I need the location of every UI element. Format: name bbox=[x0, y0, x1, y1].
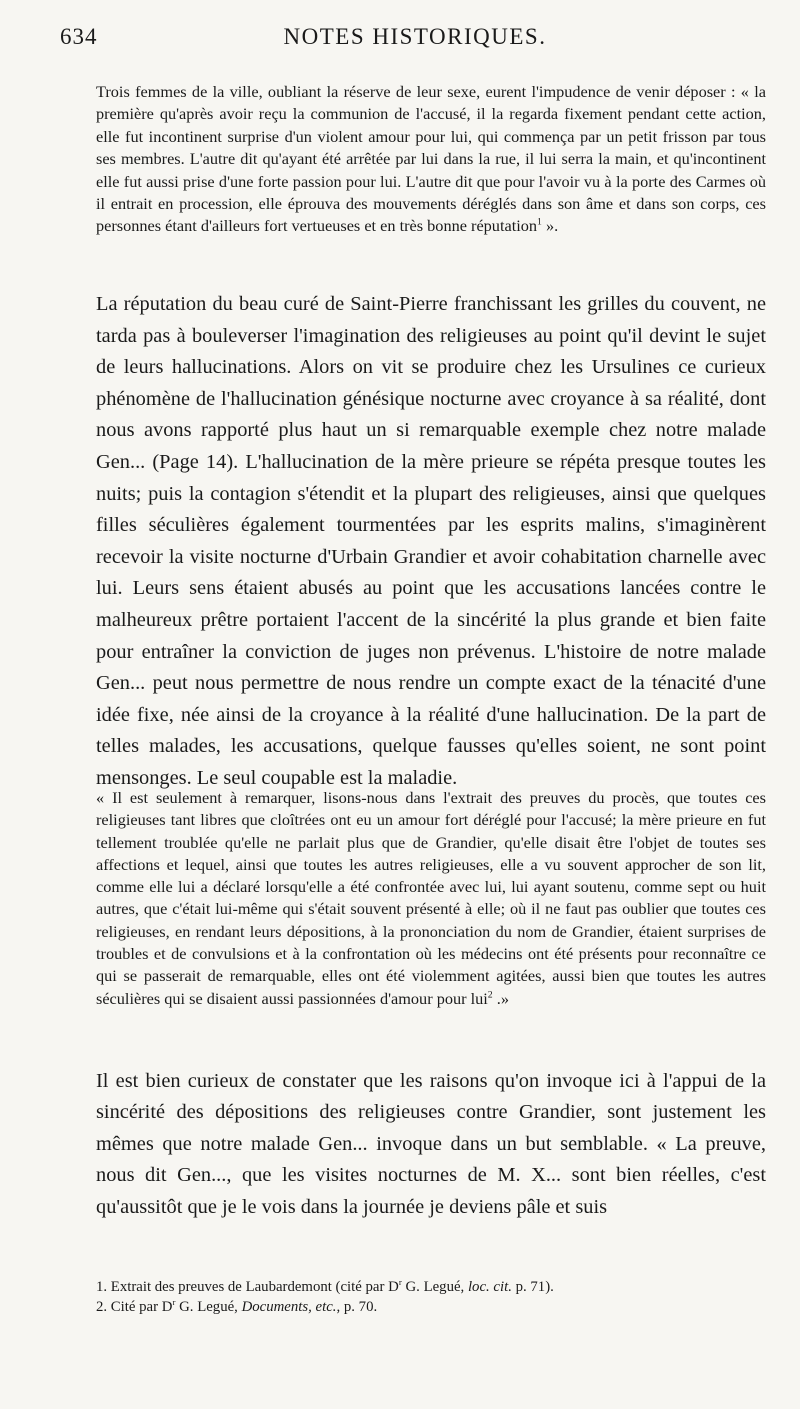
trial-extract-paragraph bbox=[96, 787, 766, 1010]
footnote-2: 2. Cité par $D^r$ G. Legué, Documents, etc., p. 70. bbox=[96, 1297, 378, 1315]
footnote-ref-2: 2 bbox=[487, 989, 493, 1001]
body-paragraph-2 bbox=[96, 1066, 766, 1223]
body-text-2: Il est bien curieux de constater que les raisons qu'on invoque ici à l'appui de la sincérité des dépositions des religieuses contre Grandier, sont justement les mêmes que notre malade Gen... invoque dans un but semblable. « La preuve, nous dit Gen..., que les visites nocturnes de M. X... sont bien réelles, c'est qu'aussitôt que je le vois dans la journée je deviens pâle et suis bbox=[96, 1070, 766, 1218]
testimony-text: Trois femmes de la ville, oubliant la réserve de leur sexe, eurent l'impudence de venir déposer : « la première qu'après avoir reçu la communion de l'accusé, il la regarda fixement pendant cette action, elle fut incontinent surprise d'un violent amour pour lui, qui commença par un petit frisson par tous ses membres. L'autre dit qu'ayant été arrêtée par lui dans la rue, il lui serra la main, et qu'incontinent elle fut aussi prise d'une forte passion pour lui. L'autre dit que pour l'avoir vu à la porte des Carmes où il entrait en procession, elle éprouva des mouvements déréglés dans son âme et dans son corps, ces personnes étant d'ailleurs fort vertueuses et en très bonne réputation bbox=[96, 82, 766, 236]
footnotes bbox=[96, 1277, 766, 1317]
footnote-ref-1: 1 bbox=[537, 217, 542, 229]
page-number: 634 bbox=[60, 24, 98, 49]
body-paragraph-1 bbox=[96, 289, 766, 795]
trial-extract-closing: .» bbox=[492, 988, 509, 1008]
running-title: NOTES HISTORIQUES. bbox=[283, 24, 547, 49]
trial-extract-text: « Il est seulement à remarquer, lisons-nous dans l'extrait des preuves du procès, que toutes ces religieuses tant libres que cloîtrées ont eu un amour fort déréglé pour l'accusé; la mère prieure en fut tellement troublée qu'elle ne parlait plus que de Grandier, qu'elle disait être l'objet de toutes ses affections et lequel, ainsi que toutes les autres religieuses, elle a vu souvent approcher de son lit, comme elle lui a déclaré lorsqu'elle a été confrontée avec lui, lui ayant soutenu, comme sept ou huit autres, que c'était lui-même qui s'était souvent présenté à elle; où il ne faut pas oublier que toutes ces religieuses, en rendant leurs dépositions, à la prononciation du nom de Grandier, étaient surprises de troubles et de convulsions et à la confrontation où les médecins ont été présents pour reconnaître ce qui se passerait de remarquable, elles ont été violemment agitées, aussi bien que toutes les autres séculières qui se disaient aussi passionnées d'amour pour lui bbox=[96, 788, 766, 1008]
page-header bbox=[60, 22, 770, 56]
footnote-1: 1. Extrait des preuves de Laubardemont (cité par $D^r$ G. Legué, loc. cit. p. 71). bbox=[96, 1277, 554, 1295]
body-text-1: La réputation du beau curé de Saint-Pierre franchissant les grilles du couvent, ne tarda pas à bouleverser l'imagination des religieuses au point qu'il devint le sujet de leurs hallucinations. Alors on vit se produire chez les Ursulines ce curieux phénomène de l'hallucination génésique nocturne avec croyance à sa réalité, dont nous avons rapporté plus haut un si remarquable exemple chez notre malade Gen... (Page 14). L'hallucination de la mère prieure se répéta presque toutes les nuits; puis la contagion s'étendit et la plupart des religieuses, ainsi que quelques filles séculières également tourmentées par les esprits malins, s'imaginèrent recevoir la visite nocturne d'Urbain Grandier et avoir cohabitation charnelle avec lui. Leurs sens étaient abusés au point que les accusations lancées contre le malheureux prêtre portaient l'accent de la sincérité la plus grande et bien faite pour entraîner la conviction de juges non prévenus. L'histoire de notre malade Gen... peut nous permettre de nous rendre un compte exact de la ténacité d'une idée fixe, née ainsi de la croyance à la réalité d'une hallucination. De la part de telles malades, les accusations, quelque fausses qu'elles soient, ne sont point mensonges. Le seul coupable est la maladie. bbox=[96, 293, 766, 789]
testimony-paragraph bbox=[96, 81, 766, 238]
testimony-closing: ». bbox=[541, 216, 559, 236]
